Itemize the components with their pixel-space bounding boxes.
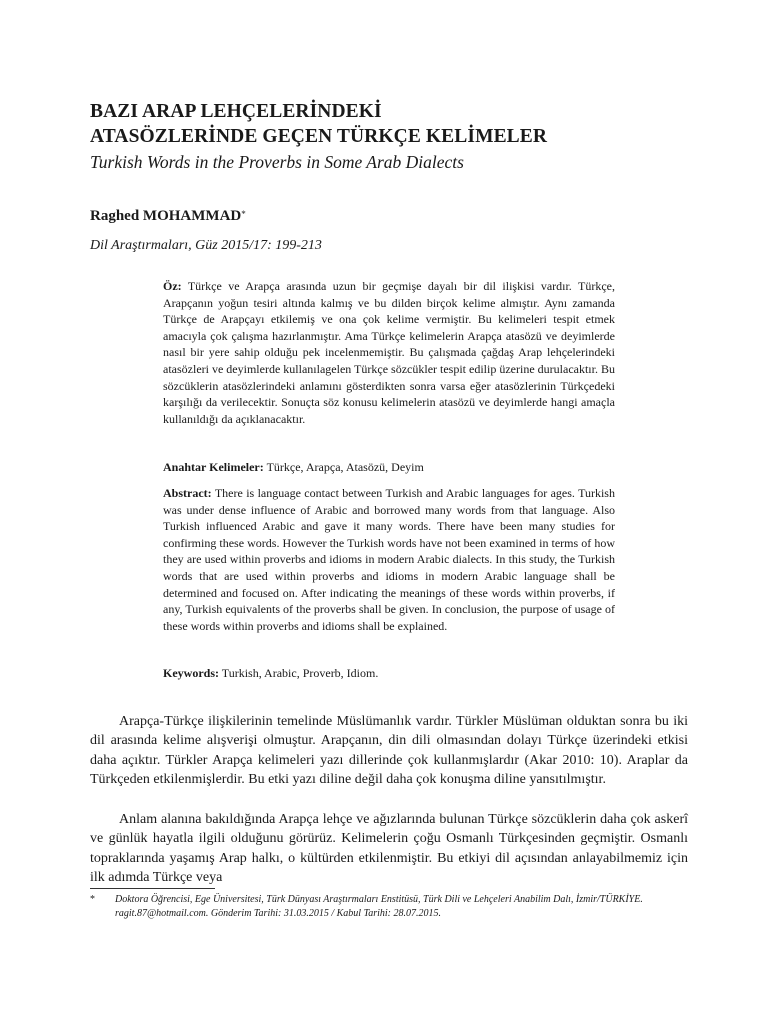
paper-title bbox=[90, 99, 690, 149]
english-keywords bbox=[163, 665, 615, 682]
abstract-label: Abstract: bbox=[163, 486, 212, 500]
author-name bbox=[90, 206, 246, 226]
body-paragraph-2 bbox=[90, 810, 688, 888]
english-title: Turkish Words in the Proverbs in Some Arab Dialects bbox=[90, 152, 464, 172]
keywords-label: Keywords: bbox=[163, 666, 219, 680]
journal-citation: Dil Araştırmaları, Güz 2015/17: 199-213 bbox=[90, 238, 322, 253]
body-paragraph-1 bbox=[90, 712, 688, 790]
turkish-abstract bbox=[163, 278, 615, 427]
english-abstract bbox=[163, 485, 615, 634]
title-line-2: ATASÖZLERİNDE GEÇEN TÜRKÇE KELİMELER bbox=[90, 126, 548, 147]
footnote-text: Doktora Öğrencisi, Ege Üniversitesi, Türk Dünyası Araştırmaları Enstitüsü, Türk Dili ve Lehçeleri Anabilim Dalı, İzmir/TÜRKİYE. ragit.87@hotmail.com. Gönderim Tarihi: 31.03.2015 / Kabul Tarihi: 28.07.2015. bbox=[115, 894, 643, 919]
oz-label: Öz: bbox=[163, 279, 182, 293]
author-footnote-mark: * bbox=[241, 209, 246, 219]
footnote bbox=[90, 893, 690, 920]
anahtar-label: Anahtar Kelimeler: bbox=[163, 460, 264, 474]
body-paragraph-2-text: Anlam alanına bakıldığında Arapça lehçe ve ağızlarında bulunan Türkçe sözcüklerin daha çok askerî ve günlük hayatla ilgili olduğunu görürüz. Kelimelerin çoğu Osmanlı Türkçesinden geçmiştir. Osmanlı topraklarında yaşamış Arap halkı, o kültürden etkilenmiştir. Bu etkiyi dil açısından anlayabilmemiz için ilk adımda Türkçe veya bbox=[90, 812, 688, 886]
body-paragraph-1-text: Arapça-Türkçe ilişkilerinin temelinde Müslümanlık vardır. Türkler Müslüman olduktan sonra bu iki dil arasında kelime alışverişi olmuştur. Arapçanın, din dili olmasından dolayı Türkçe üzerindeki etkisi daha açıktır. Türkler Arapça kelimeleri yazı dillerinde çok kullanmışlardır (Akar 2010: 10). Araplar da Türkçeden etkilenmişlerdir. Bu etki yazı diline değil daha çok konuşma diline yansıtılmıştır. bbox=[90, 714, 688, 788]
title-line-1: BAZI ARAP LEHÇELERİNDEKİ bbox=[90, 101, 382, 122]
footnote-divider bbox=[90, 888, 215, 889]
abstract-text: There is language contact between Turkish and Arabic languages for ages. Turkish was under dense influence of Arabic and borrowed many words from that language. Also Turkish influenced Arabic and gave it many words. There have been many studies for confirming these words. However the Turkish words have not been examined in terms of how they are used within proverbs and idioms in modern Arabic dialects. In this study, the Turkish words that are used within proverbs and idioms in modern Arabic language shall be determined and focused on. After indicating the meanings of these words within proverbs, if any, Turkish equivalents of the proverbs shall be given. In conclusion, the purpose of usage of these words within proverbs and idioms shall be explained. bbox=[163, 486, 615, 633]
oz-text: Türkçe ve Arapça arasında uzun bir geçmişe dayalı bir dil ilişkisi vardır. Türkçe, Arapçanın yoğun tesiri altında kalmış ve bu dilden birçok kelime almıştır. Aynı zamanda Türkçe de Arapçayı etkilemiş ve ona çok kelime vermiştir. Bu kelimeleri tespit etmek amacıyla çok çalışma hazırlanmıştır. Ama Türkçe kelimelerin Arapça atasözü ve deyimlerde nasıl bir yere sahip olduğu pek incelenmemiştir. Bu çalışmada çağdaş Arap lehçelerindeki atasözleri ve deyimlerde kullanılagelen Türkçe sözcükler tespit edilip üzerine durulacaktır. Bu sözcüklerin atasözlerindeki anlamını gösterdikten sonra varsa eğer atasözlerinin Türkçedeki karşılığı da verilecektir. Sonuçta söz konusu kelimelerin atasözü ve deyimlerde hangi amaçla kullanıldığı da açıklanacaktır. bbox=[163, 279, 615, 426]
keywords-text: Turkish, Arabic, Proverb, Idiom. bbox=[221, 666, 379, 680]
footnote-mark: * bbox=[90, 894, 95, 905]
turkish-keywords bbox=[163, 459, 615, 476]
anahtar-text: Türkçe, Arapça, Atasözü, Deyim bbox=[266, 460, 424, 474]
author-text: Raghed MOHAMMAD bbox=[90, 208, 242, 224]
